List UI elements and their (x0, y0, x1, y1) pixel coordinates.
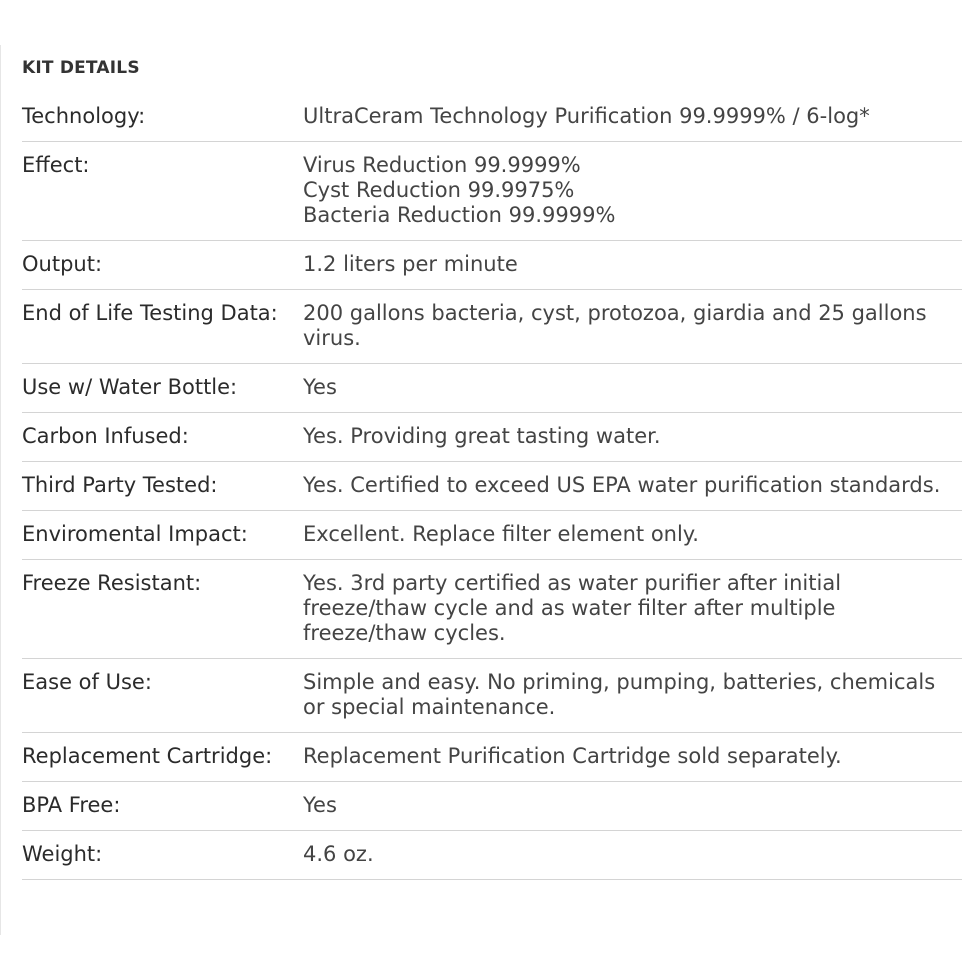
spec-label: Enviromental Impact: (22, 522, 248, 546)
spec-row (22, 511, 962, 560)
spec-value (303, 252, 962, 277)
spec-row (22, 290, 962, 364)
spec-row (22, 364, 962, 413)
spec-value (303, 375, 962, 400)
spec-value (303, 104, 962, 129)
spec-value-line: Virus Reduction 99.9999% (303, 153, 581, 177)
spec-row (22, 241, 962, 290)
spec-label: Weight: (22, 842, 103, 866)
left-divider (0, 45, 1, 935)
spec-value-line: Yes. Certified to exceed US EPA water purification standards. (303, 473, 941, 497)
spec-row (22, 462, 962, 511)
spec-value (303, 744, 962, 769)
spec-value-line: Replacement Purification Cartridge sold separately. (303, 744, 842, 768)
spec-value (303, 842, 962, 867)
spec-value-line: Yes. 3rd party certified as water purifier after initial freeze/thaw cycle and as water filter after multiple freeze/thaw cycles. (303, 571, 842, 645)
spec-value-line: 1.2 liters per minute (303, 252, 518, 276)
spec-row (22, 413, 962, 462)
spec-row (22, 733, 962, 782)
spec-value (303, 670, 962, 720)
spec-label: Third Party Tested: (22, 473, 218, 497)
spec-label: Use w/ Water Bottle: (22, 375, 238, 399)
spec-value (303, 473, 962, 498)
spec-row (22, 142, 962, 241)
spec-value-line: Simple and easy. No priming, pumping, batteries, chemicals or special maintenance. (303, 670, 936, 719)
spec-row (22, 560, 962, 659)
spec-row (22, 659, 962, 733)
spec-value (303, 301, 962, 351)
spec-label: Carbon Infused: (22, 424, 189, 448)
kit-details-table (22, 93, 962, 880)
spec-label: Output: (22, 252, 103, 276)
spec-value-line: Yes (303, 375, 337, 399)
spec-value (303, 522, 962, 547)
spec-row (22, 782, 962, 831)
spec-value-line: Bacteria Reduction 99.9999% (303, 203, 616, 227)
spec-value-line: 4.6 oz. (303, 842, 374, 866)
spec-label: Freeze Resistant: (22, 571, 202, 595)
spec-label: End of Life Testing Data: (22, 301, 278, 325)
spec-value (303, 793, 962, 818)
spec-label: BPA Free: (22, 793, 121, 817)
spec-value-line: Yes. Providing great tasting water. (303, 424, 661, 448)
spec-value-line: 200 gallons bacteria, cyst, protozoa, giardia and 25 gallons virus. (303, 301, 927, 350)
spec-value-line: Cyst Reduction 99.9975% (303, 178, 575, 202)
spec-row (22, 831, 962, 880)
spec-value (303, 424, 962, 449)
section-title: KIT DETAILS (22, 58, 140, 78)
spec-value-line: UltraCeram Technology Purification 99.9999% / 6-log* (303, 104, 870, 128)
spec-value-line: Yes (303, 793, 337, 817)
spec-label: Replacement Cartridge: (22, 744, 273, 768)
spec-label: Ease of Use: (22, 670, 152, 694)
spec-label: Technology: (22, 104, 146, 128)
spec-value-line: Excellent. Replace filter element only. (303, 522, 699, 546)
spec-label: Effect: (22, 153, 90, 177)
spec-row (22, 93, 962, 142)
spec-value (303, 571, 962, 646)
spec-value (303, 153, 962, 228)
